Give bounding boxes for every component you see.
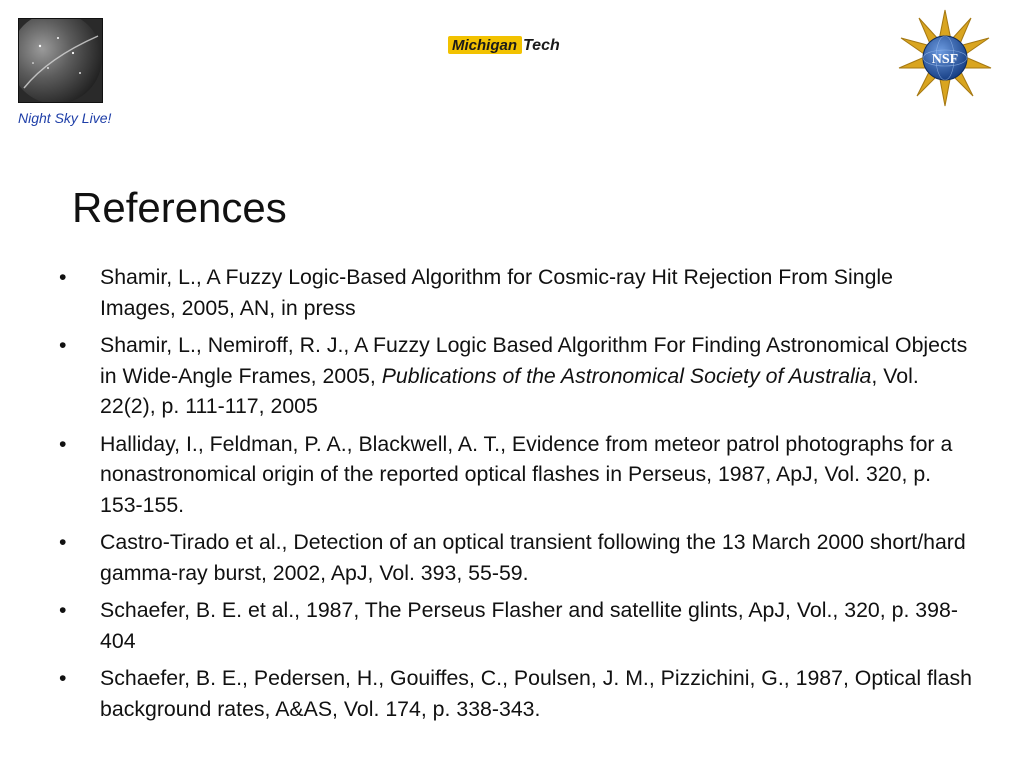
reference-text: Halliday, I., Feldman, P. A., Blackwell, A. T., Evidence from meteor patrol photographs for a nonastronomical origin of the reported optical flashes in Perseus, 1987, ApJ, Vol. 320, p. 153-155.: [100, 431, 953, 517]
bullet-icon: •: [59, 333, 67, 357]
michigan-tech-logo-text-1: Michigan: [452, 37, 518, 54]
reference-text: Castro-Tirado et al., Detection of an optical transient following the 13 March 2000 short/hard gamma-ray burst, 2002, ApJ, Vol. 393, 55-59.: [100, 530, 966, 585]
reference-item: [58, 663, 973, 724]
bullet-icon: •: [59, 666, 67, 690]
reference-item: [58, 595, 973, 656]
reference-journal-title: Publications of the Astronomical Society of Australia: [381, 363, 872, 388]
bullet-icon: •: [59, 530, 67, 554]
night-sky-thumbnail: [18, 18, 103, 103]
page-title: References: [72, 184, 287, 231]
nsf-logo: [897, 8, 993, 108]
night-sky-caption: Night Sky Live!: [18, 110, 112, 126]
reference-text-tail: , Vol. 22(2), p. 111-117, 2005: [100, 363, 919, 418]
references-list: [58, 262, 973, 731]
bullet-icon: •: [59, 598, 67, 622]
bullet-icon: •: [59, 431, 67, 456]
nsf-logo-text: NSF: [931, 52, 959, 67]
reference-item: [58, 262, 973, 323]
reference-item: [58, 330, 973, 422]
michigan-tech-logo: [448, 33, 566, 57]
michigan-tech-logo-text-2: Tech: [523, 37, 560, 54]
reference-text: Shamir, L., Nemiroff, R. J., A Fuzzy Logic Based Algorithm For Finding Astronomical Objects in Wide-Angle Frames, 2005,: [100, 333, 968, 388]
reference-item: [58, 429, 973, 521]
reference-text: Schaefer, B. E., Pedersen, H., Gouiffes, C., Poulsen, J. M., Pizzichini, G., 1987, Optical flash background rates, A&AS, Vol. 174, p. 338-343.: [100, 666, 972, 721]
reference-item: [58, 527, 973, 588]
reference-text: Shamir, L., A Fuzzy Logic-Based Algorithm for Cosmic-ray Hit Rejection From Single Images, 2005, AN, in press: [100, 265, 894, 320]
reference-text: Schaefer, B. E. et al., 1987, The Perseus Flasher and satellite glints, ApJ, Vol., 320, p. 398-404: [100, 598, 958, 653]
bullet-icon: •: [59, 265, 67, 289]
